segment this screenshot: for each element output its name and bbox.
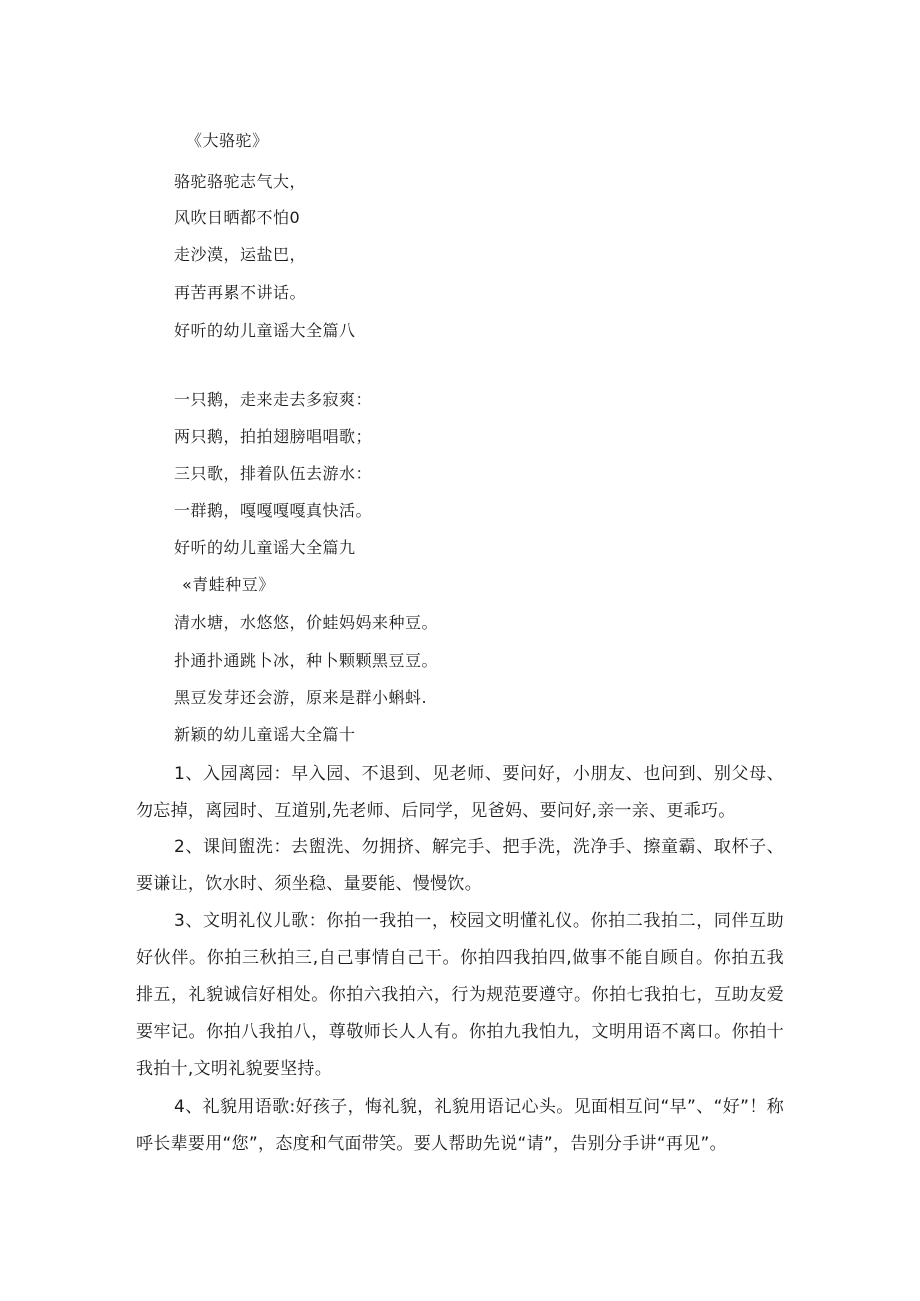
poem-line: 两只鹅，拍拍翅膀唱唱歌； bbox=[174, 427, 373, 446]
section-heading-8: 好听的幼儿童谣大全篇八 bbox=[174, 321, 356, 340]
paragraph-2: 2、课间盥洗：去盥洗、勿拥挤、解完手、把手洗，洗净手、擦童霸、取杯子、要谦让，饮水时、须坐稳、量要能、慢慢饮。 bbox=[136, 837, 784, 894]
poem-title-frog: «青蛙种豆》 bbox=[182, 575, 275, 594]
poem-line: 三只歌，排着队伍去游水： bbox=[174, 464, 373, 483]
poem-line: 一只鹅，走来走去多寂爽： bbox=[174, 390, 373, 409]
poem-line: 走沙漠，运盐巴， bbox=[174, 245, 307, 264]
paragraph-1: 1、入园离园：早入园、不退到、见老师、要问好，小朋友、也问到、别父母、勿忘掉，离园时、互道别,先老师、后同学，见爸妈、要问好,亲一亲、更乖巧。 bbox=[136, 764, 784, 821]
poem-line: 黑豆发芽还会游，原来是群小蝌蚪. bbox=[174, 688, 428, 707]
poem-line: 骆驼骆驼志气大， bbox=[174, 172, 307, 191]
poem-line: 清水塘，水悠悠，价蛙妈妈来种豆。 bbox=[174, 613, 439, 632]
paragraph-4: 4、礼貌用语歌:好孩子，悔礼貌，礼貌用语记心头。见面相互问“早”、“好”！称呼长辈要用“您”，态度和气面带笑。要人帮助先说“请”，告别分手讲“再见”。 bbox=[136, 1097, 784, 1154]
poem-title-camel: 《大骆驼》 bbox=[186, 131, 269, 150]
section-heading-10: 新颖的幼儿童谣大全篇十 bbox=[174, 725, 356, 744]
paragraph-3: 3、文明礼仪儿歌：你拍一我拍一，校园文明懂礼仪。你拍二我拍二，同伴互助好伙伴。你拍三秋拍三,自己事情自己干。你拍四我拍四,做事不能自顾自。你拍五我排五，礼貌诚信好相处。你拍六我拍六，行为规范要遵守。你拍七我拍七，互助友爱要牢记。你拍八我拍八，尊敬师长人人有。你拍九我怕九，文明用语不离口。你拍十我拍十,文明礼貌要坚持。 bbox=[136, 911, 784, 1079]
poem-line: 再苦再累不讲话。 bbox=[174, 283, 307, 302]
section-heading-9: 好听的幼儿童谣大全篇九 bbox=[174, 538, 356, 557]
poem-line: 一群鹅，嘎嘎嘎嘎真快活。 bbox=[174, 501, 373, 520]
poem-line: 风吹日晒都不怕0 bbox=[174, 208, 301, 227]
poem-line: 扑通扑通跳卜冰，种卜颗颗黑豆豆。 bbox=[174, 651, 439, 670]
